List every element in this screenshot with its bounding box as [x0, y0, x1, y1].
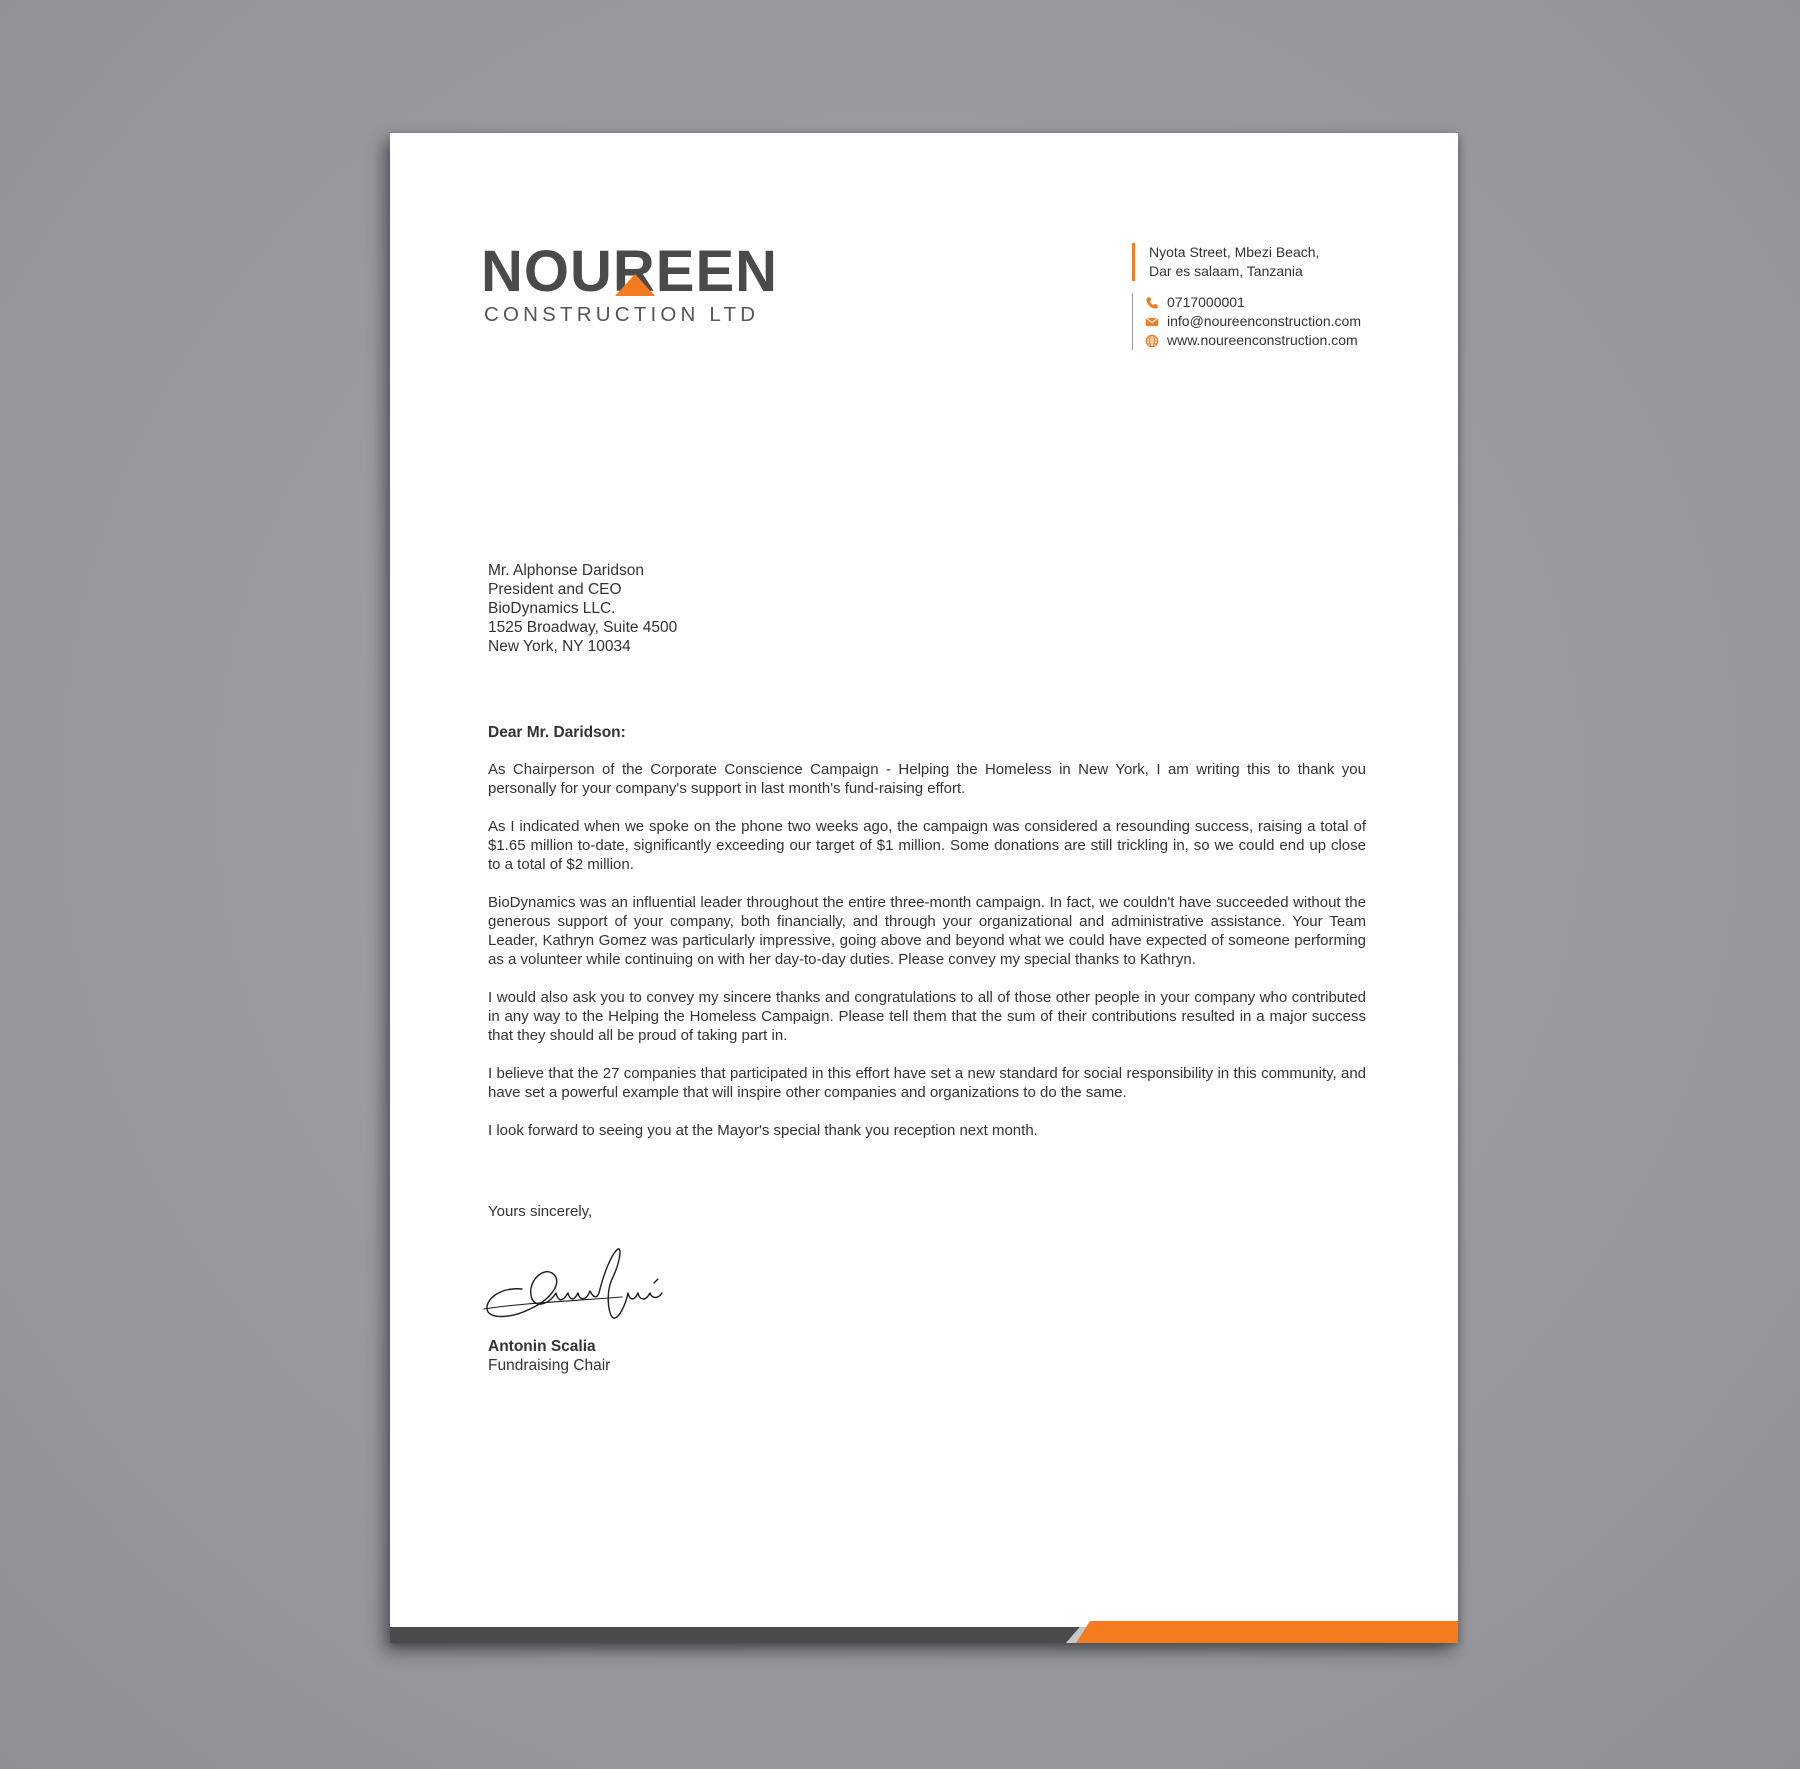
logo-wordmark: [481, 239, 779, 304]
letter-body: [488, 723, 1366, 1159]
email-address: info@noureenconstruction.com: [1167, 313, 1361, 329]
globe-icon: [1145, 334, 1159, 348]
phone-icon: [1145, 296, 1159, 310]
logo-r: R: [612, 239, 656, 304]
paragraph: BioDynamics was an influential leader throughout the entire three-month campaign. In fact, we couldn't have succeeded without the generous support of your company, both financially, and through your organizational and administrative assistance. Your Team Leader, Kathryn Gomez was particularly impressive, going above and beyond what we could have expected of someone performing as a volunteer while continuing on with her day-to-day duties. Please convey my special thanks to Kathryn.: [488, 894, 1366, 968]
recipient-title: President and CEO: [488, 581, 622, 598]
paragraph: I would also ask you to convey my sincere thanks and congratulations to all of those other people in your company who contributed in any way to the Helping the Homeless Campaign. Please tell them that the sum of their contributions resulted in a major success that they should all be proud of taking part in.: [488, 989, 1366, 1044]
paragraph: As I indicated when we spoke on the phone two weeks ago, the campaign was considered a resounding success, raising a total of $1.65 million to-date, significantly exceeding our target of $1 million. Some donations are still trickling in, so we could end up close to a total of $2 million.: [488, 818, 1366, 873]
footer-bar: [390, 1613, 1458, 1643]
mail-icon: [1145, 315, 1159, 329]
logo-triangle-icon: [615, 274, 655, 296]
closing: Yours sincerely,: [488, 1203, 593, 1220]
recipient-name: Mr. Alphonse Daridson: [488, 562, 644, 579]
address: [1132, 243, 1361, 281]
salutation: Dear Mr. Daridson:: [488, 724, 626, 741]
paragraph: As Chairperson of the Corporate Conscience Campaign - Helping the Homeless in New York, I am writing this to thank you personally for your company's support in last month's fund-raising effort.: [488, 761, 1366, 797]
logo-suffix: EEN: [655, 239, 779, 304]
contact-info: [1132, 293, 1361, 350]
phone-number: 0717000001: [1167, 294, 1245, 310]
footer-orange-stripe: [1076, 1621, 1458, 1643]
recipient-city: New York, NY 10034: [488, 638, 631, 655]
paragraph: I look forward to seeing you at the Mayor's special thank you reception next month.: [488, 1122, 1038, 1139]
letterhead-page: [390, 133, 1458, 1643]
signature-image: [482, 1243, 672, 1327]
contact-block: [1132, 243, 1361, 350]
company-logo: [481, 239, 779, 327]
signer-role: Fundraising Chair: [488, 1357, 611, 1374]
email-row: [1145, 312, 1361, 331]
paragraph: I believe that the 27 companies that participated in this effort have set a new standard for social responsibility in this community, and have set a powerful example that will inspire other companies and organizations to do the same.: [488, 1065, 1366, 1101]
footer-dark-stripe: [390, 1627, 1080, 1643]
recipient-block: [488, 561, 677, 656]
recipient-street: 1525 Broadway, Suite 4500: [488, 619, 678, 636]
logo-prefix: NOU: [481, 239, 613, 304]
phone-row: [1145, 293, 1361, 312]
address-line-2: Dar es salaam, Tanzania: [1149, 263, 1303, 279]
address-line-1: Nyota Street, Mbezi Beach,: [1149, 244, 1320, 260]
website-url: www.noureenconstruction.com: [1167, 332, 1358, 348]
recipient-company: BioDynamics LLC.: [488, 600, 616, 617]
logo-tagline: CONSTRUCTION LTD: [484, 303, 760, 326]
signer-name: Antonin Scalia: [488, 1338, 596, 1355]
signer-block: [488, 1337, 610, 1375]
website-row: [1145, 331, 1361, 350]
